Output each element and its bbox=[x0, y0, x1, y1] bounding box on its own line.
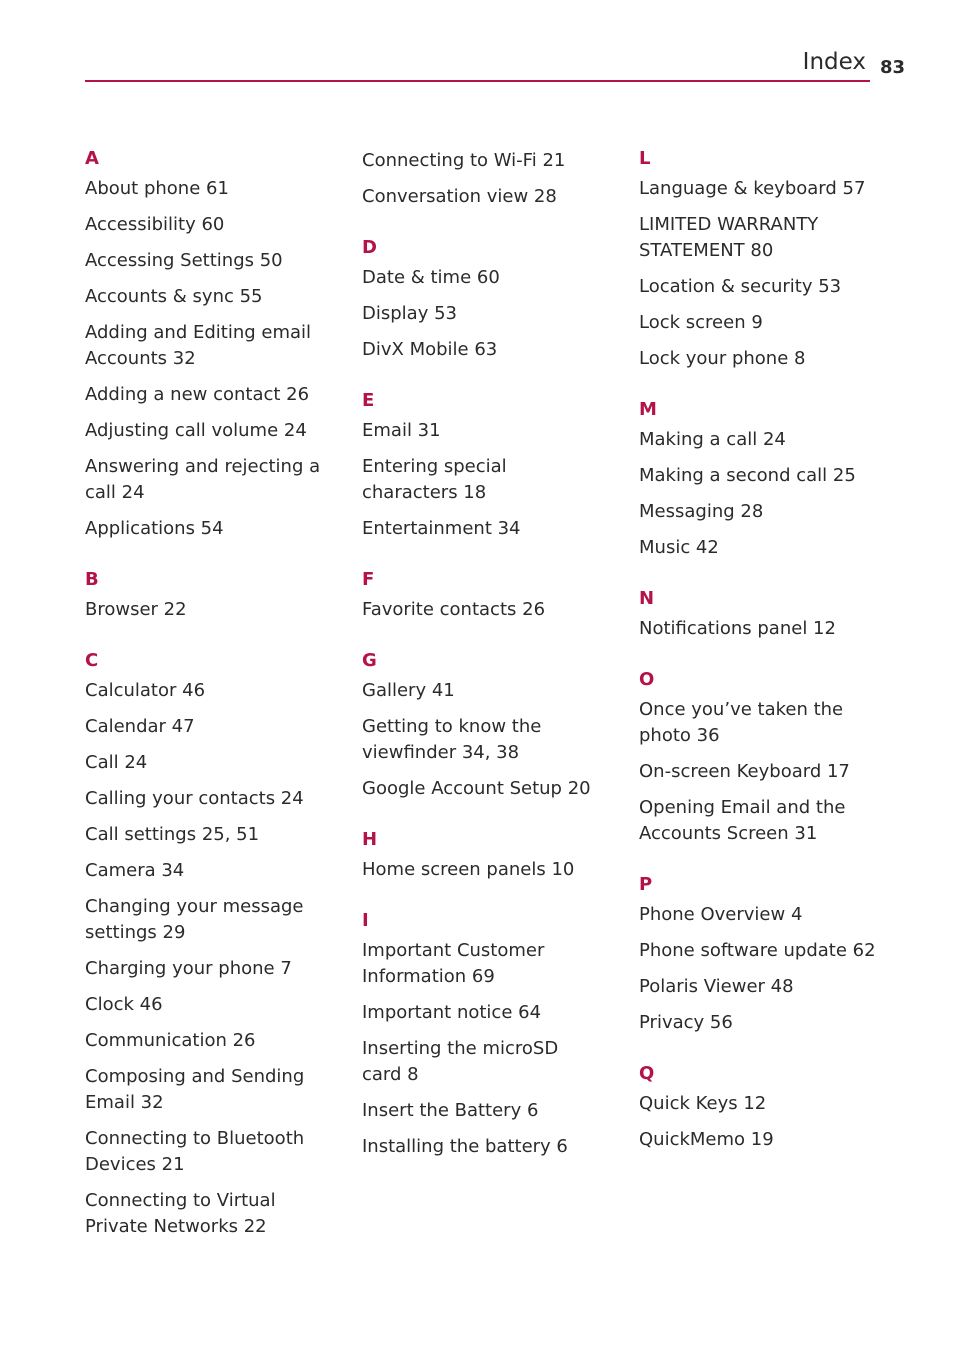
index-column-1 bbox=[85, 148, 325, 1267]
index-entry: Making a call 24 bbox=[639, 429, 786, 450]
index-entry: Accessing Settings 50 bbox=[85, 250, 283, 271]
index-section bbox=[639, 874, 879, 1036]
index-entry: Installing the battery 6 bbox=[362, 1136, 568, 1157]
section-letter: M bbox=[639, 399, 657, 420]
section-letter: O bbox=[639, 669, 655, 690]
index-section bbox=[85, 148, 325, 542]
index-section bbox=[362, 237, 602, 363]
index-entry: Camera 34 bbox=[85, 860, 185, 881]
index-entry: Making a second call 25 bbox=[639, 465, 856, 486]
index-entry: Browser 22 bbox=[85, 599, 187, 620]
index-entry: Gallery 41 bbox=[362, 680, 455, 701]
index-entry: Lock screen 9 bbox=[639, 312, 763, 333]
index-entry: Opening Email and the Accounts Screen 31 bbox=[639, 797, 846, 844]
index-entry: On-screen Keyboard 17 bbox=[639, 761, 850, 782]
index-entry: Google Account Setup 20 bbox=[362, 778, 591, 799]
index-entry: Accounts & sync 55 bbox=[85, 286, 263, 307]
index-entry: Music 42 bbox=[639, 537, 719, 558]
index-entry: Once you’ve taken the photo 36 bbox=[639, 699, 844, 746]
index-entry: Language & keyboard 57 bbox=[639, 178, 866, 199]
index-entry: Entertainment 34 bbox=[362, 518, 521, 539]
page-number: 83 bbox=[880, 57, 906, 78]
index-entry: Phone Overview 4 bbox=[639, 904, 803, 925]
section-letter: P bbox=[639, 874, 653, 895]
index-section bbox=[639, 1063, 879, 1153]
section-letter: L bbox=[639, 148, 651, 169]
section-letter: Q bbox=[639, 1063, 655, 1084]
index-entry: Notifications panel 12 bbox=[639, 618, 836, 639]
index-entry: Quick Keys 12 bbox=[639, 1093, 767, 1114]
section-letter: E bbox=[362, 390, 375, 411]
header-rule bbox=[85, 80, 870, 82]
index-entry: Calculator 46 bbox=[85, 680, 206, 701]
index-entry: LIMITED WARRANTY STATEMENT 80 bbox=[639, 214, 819, 261]
index-entry: Phone software update 62 bbox=[639, 940, 876, 961]
index-entry: Messaging 28 bbox=[639, 501, 764, 522]
index-entry: Location & security 53 bbox=[639, 276, 842, 297]
index-entry: Applications 54 bbox=[85, 518, 224, 539]
index-entry: Connecting to Wi-Fi 21 bbox=[362, 150, 566, 171]
index-section bbox=[639, 669, 879, 847]
section-letter: A bbox=[85, 148, 99, 169]
index-section bbox=[85, 569, 325, 623]
index-entry: Date & time 60 bbox=[362, 267, 500, 288]
index-section bbox=[362, 569, 602, 623]
index-column-2 bbox=[362, 148, 602, 1187]
index-entry: Email 31 bbox=[362, 420, 441, 441]
index-section bbox=[85, 650, 325, 1240]
index-entry: Polaris Viewer 48 bbox=[639, 976, 794, 997]
section-letter: F bbox=[362, 569, 375, 590]
index-entry: Entering special characters 18 bbox=[362, 456, 507, 503]
index-column-3 bbox=[639, 148, 879, 1180]
index-entry: DivX Mobile 63 bbox=[362, 339, 498, 360]
index-entry: Adjusting call volume 24 bbox=[85, 420, 307, 441]
index-entry: Charging your phone 7 bbox=[85, 958, 292, 979]
index-entry: Adding and Editing email Accounts 32 bbox=[85, 322, 312, 369]
index-entry: Answering and rejecting a call 24 bbox=[85, 456, 321, 503]
index-entry: Calling your contacts 24 bbox=[85, 788, 304, 809]
index-entry: Connecting to Bluetooth Devices 21 bbox=[85, 1128, 305, 1175]
index-section bbox=[639, 148, 879, 372]
index-section bbox=[362, 650, 602, 802]
index-entry: Insert the Battery 6 bbox=[362, 1100, 539, 1121]
index-entry: Changing your message settings 29 bbox=[85, 896, 304, 943]
index-entry: Lock your phone 8 bbox=[639, 348, 806, 369]
index-section bbox=[362, 829, 602, 883]
index-entry: Inserting the microSD card 8 bbox=[362, 1038, 559, 1085]
index-entry: Composing and Sending Email 32 bbox=[85, 1066, 305, 1113]
index-entry: Calendar 47 bbox=[85, 716, 195, 737]
index-entry: Call settings 25, 51 bbox=[85, 824, 260, 845]
index-entry: Communication 26 bbox=[85, 1030, 256, 1051]
section-letter: C bbox=[85, 650, 99, 671]
section-letter: I bbox=[362, 910, 369, 931]
index-entry: Privacy 56 bbox=[639, 1012, 733, 1033]
index-entry: Connecting to Virtual Private Networks 22 bbox=[85, 1190, 276, 1237]
section-letter: B bbox=[85, 569, 99, 590]
index-entry: Important notice 64 bbox=[362, 1002, 542, 1023]
index-section bbox=[639, 588, 879, 642]
index-section bbox=[362, 910, 602, 1160]
index-section bbox=[639, 399, 879, 561]
index-section bbox=[362, 390, 602, 542]
index-entry: Clock 46 bbox=[85, 994, 163, 1015]
index-entry: Call 24 bbox=[85, 752, 148, 773]
index-entry: About phone 61 bbox=[85, 178, 229, 199]
index-entry: Display 53 bbox=[362, 303, 457, 324]
index-entry: QuickMemo 19 bbox=[639, 1129, 774, 1150]
section-letter: D bbox=[362, 237, 377, 258]
index-entry: Getting to know the viewfinder 34, 38 bbox=[362, 716, 542, 763]
index-entry: Home screen panels 10 bbox=[362, 859, 575, 880]
index-entry: Important Customer Information 69 bbox=[362, 940, 545, 987]
index-entry: Adding a new contact 26 bbox=[85, 384, 310, 405]
index-entry: Conversation view 28 bbox=[362, 186, 557, 207]
index-section bbox=[362, 148, 602, 210]
page-title: Index bbox=[802, 49, 866, 75]
section-letter: N bbox=[639, 588, 655, 609]
section-letter: G bbox=[362, 650, 377, 671]
index-entry: Accessibility 60 bbox=[85, 214, 225, 235]
index-entry: Favorite contacts 26 bbox=[362, 599, 546, 620]
section-letter: H bbox=[362, 829, 378, 850]
